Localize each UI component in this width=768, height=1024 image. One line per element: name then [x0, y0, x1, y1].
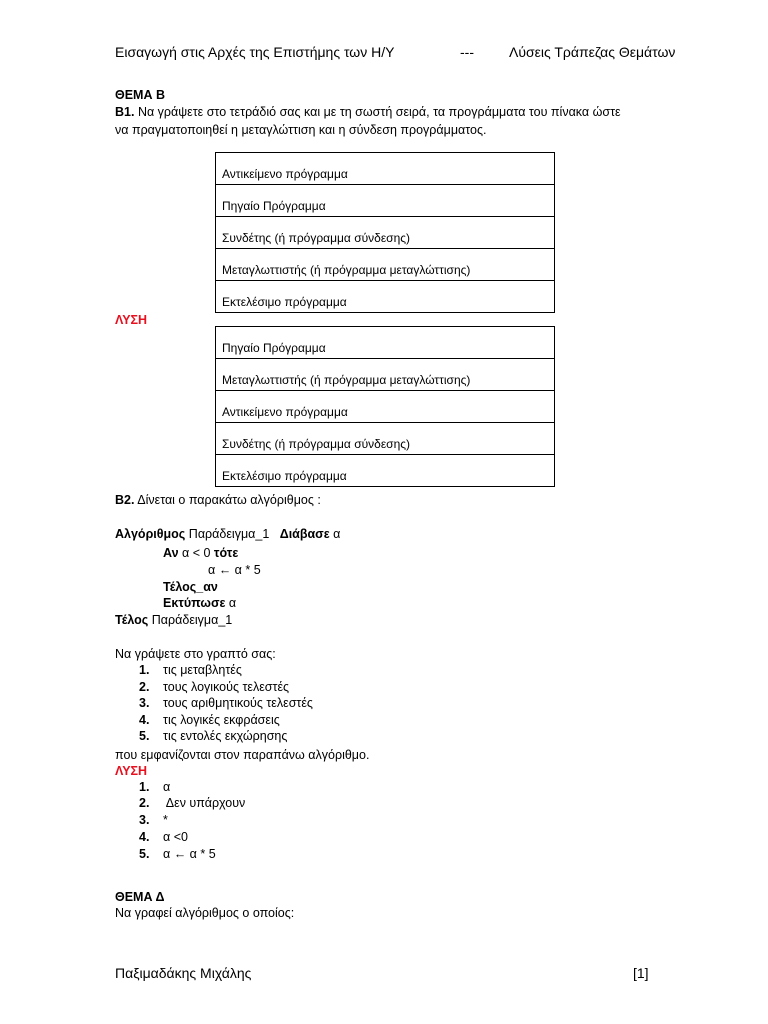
footer-author: Παξιμαδάκης Μιχάλης	[115, 965, 252, 981]
table-cell: Εκτελέσιμο πρόγραμμα	[216, 281, 555, 313]
header-title: Εισαγωγή στις Αρχές της Επιστήμης των Η/Υ	[115, 44, 395, 60]
solution-table	[215, 326, 555, 487]
section-b-title: ΘΕΜΑ Β	[115, 88, 165, 102]
programs-table	[215, 152, 555, 313]
table-cell: Αντικείμενο πρόγραμμα	[216, 391, 555, 423]
solution-label-1: ΛΥΣΗ	[115, 313, 148, 327]
list-item: 3. *	[139, 813, 168, 827]
b1-label: Β1.	[115, 105, 135, 119]
b1-question-line2: να πραγματοποιηθεί η μεταγλώττιση και η σύνδεση προγράμματος.	[115, 123, 487, 137]
questions-intro: Να γράψετε στο γραπτό σας:	[115, 647, 276, 661]
table-cell: Συνδέτης (ή πρόγραμμα σύνδεσης)	[216, 217, 555, 249]
solution-label-2: ΛΥΣΗ	[115, 764, 148, 778]
table-cell: Μεταγλωττιστής (ή πρόγραμμα μεταγλώττισης)	[216, 249, 555, 281]
table-cell: Μεταγλωττιστής (ή πρόγραμμα μεταγλώττισης)	[216, 359, 555, 391]
section-d-title: ΘΕΜΑ Δ	[115, 890, 165, 904]
list-item: 1. τις μεταβλητές	[139, 663, 242, 677]
list-item: 5. τις εντολές εκχώρησης	[139, 729, 288, 743]
list-item: 4. α <0	[139, 830, 188, 844]
questions-outro: που εμφανίζονται στον παραπάνω αλγόριθμο.	[115, 748, 370, 762]
list-item: 1. α	[139, 780, 171, 794]
b1-question: Β1. Να γράψετε στο τετράδιό σας και με τη σωστή σειρά, τα προγράμματα του πίνακα ώστε	[115, 105, 621, 119]
section-d-text: Να γραφεί αλγόριθμος ο οποίος:	[115, 906, 295, 920]
algo-line-if: Αν α < 0 τότε	[163, 546, 239, 560]
b2-question: Β2. Δίνεται ο παρακάτω αλγόριθμος :	[115, 493, 321, 507]
header-separator: ---	[460, 44, 474, 60]
list-item: 5. α ← α * 5	[139, 847, 216, 861]
algo-line-print: Εκτύπωσε α	[163, 596, 237, 610]
table-cell: Αντικείμενο πρόγραμμα	[216, 153, 555, 185]
b2-label: Β2.	[115, 493, 135, 507]
algo-line-header: Αλγόριθμος Παράδειγμα_1 Διάβασε α	[115, 527, 341, 541]
algo-line-end: Τέλος Παράδειγμα_1	[115, 613, 233, 627]
table-cell: Πηγαίο Πρόγραμμα	[216, 327, 555, 359]
algo-line-assign: α ← α * 5	[208, 563, 261, 577]
header-subtitle: Λύσεις Τράπεζας Θεμάτων	[509, 44, 676, 60]
list-item: 2. Δεν υπάρχουν	[139, 796, 246, 810]
table-cell: Εκτελέσιμο πρόγραμμα	[216, 455, 555, 487]
table-cell: Πηγαίο Πρόγραμμα	[216, 185, 555, 217]
table-cell: Συνδέτης (ή πρόγραμμα σύνδεσης)	[216, 423, 555, 455]
algo-line-endif: Τέλος_αν	[163, 580, 218, 594]
list-item: 2. τους λογικούς τελεστές	[139, 680, 290, 694]
page-number: [1]	[633, 965, 649, 981]
list-item: 3. τους αριθμητικούς τελεστές	[139, 696, 313, 710]
list-item: 4. τις λογικές εκφράσεις	[139, 713, 280, 727]
